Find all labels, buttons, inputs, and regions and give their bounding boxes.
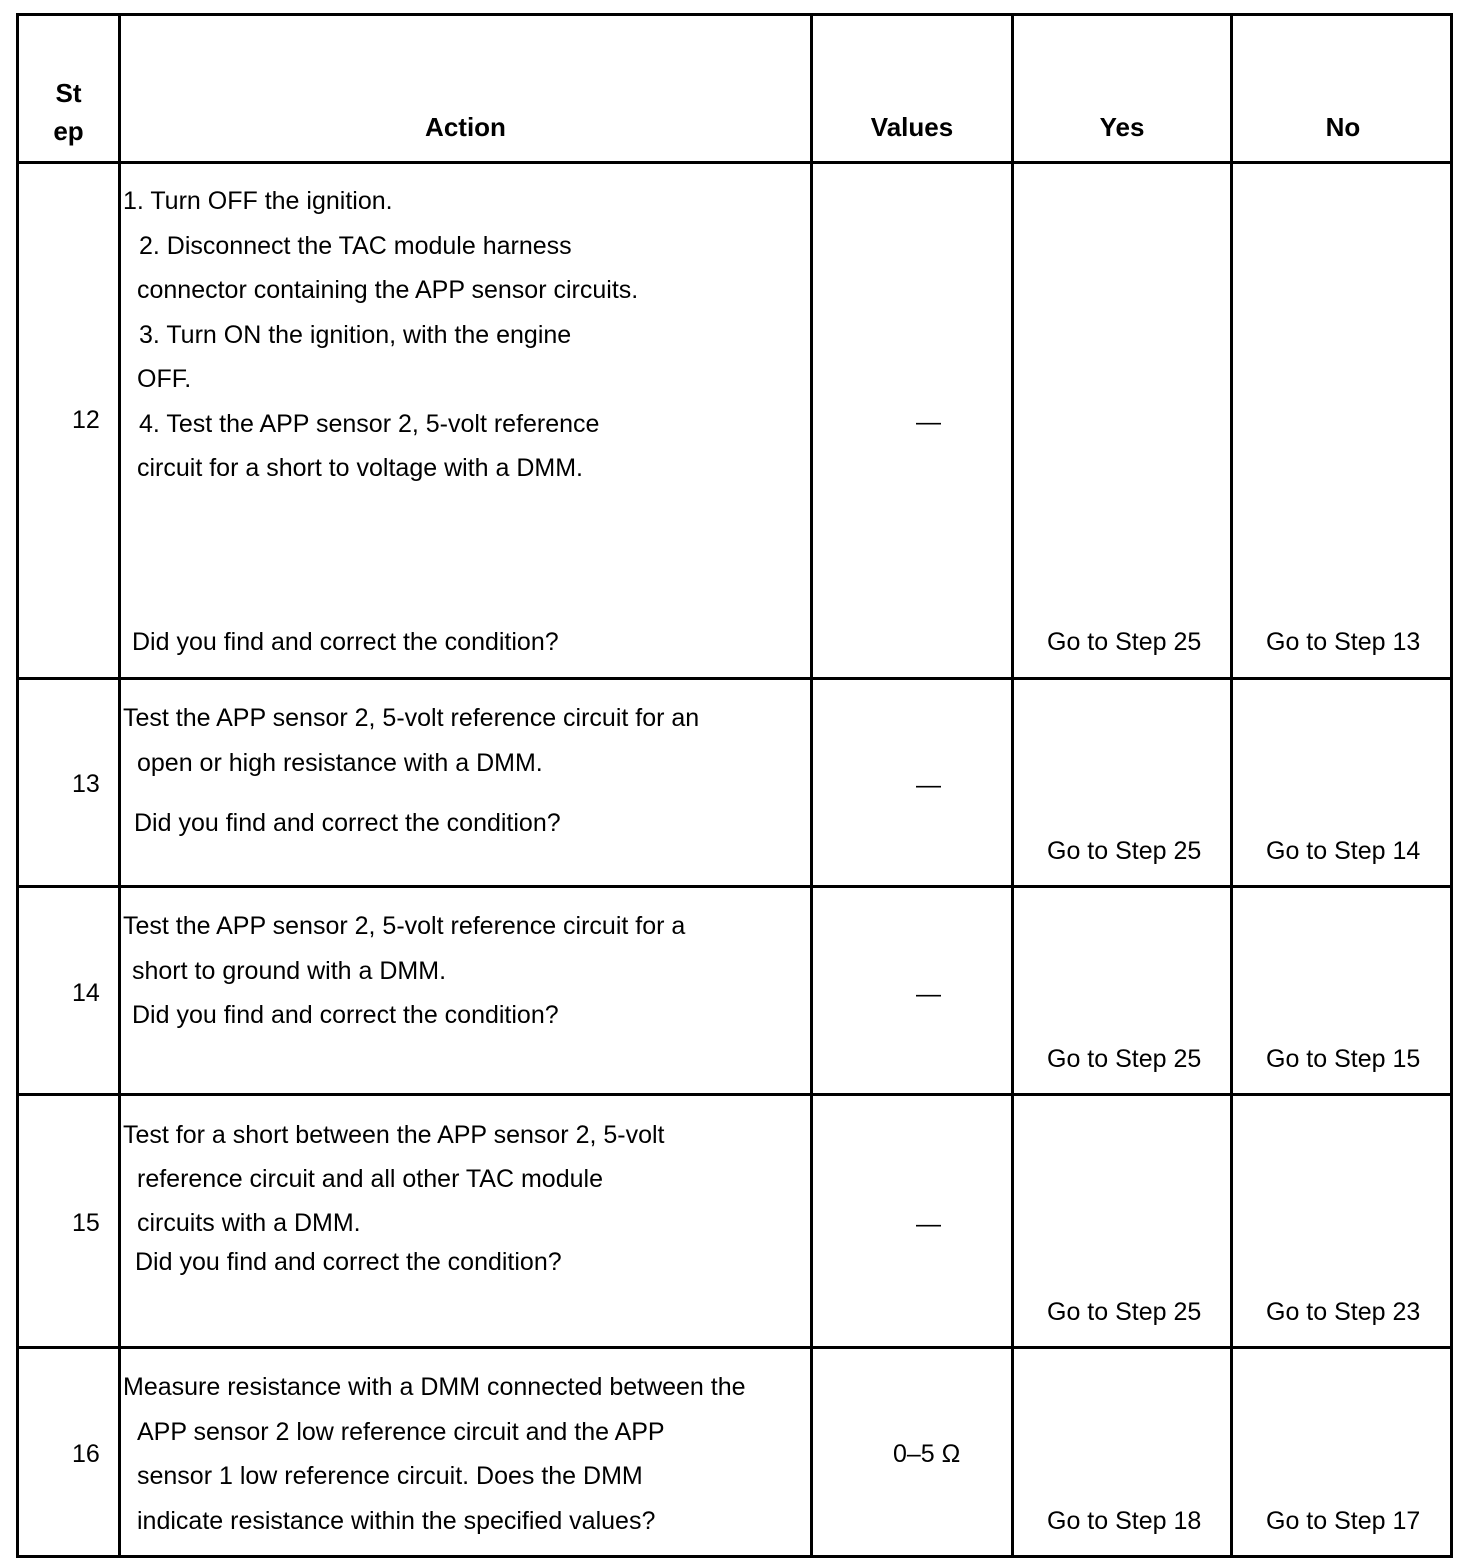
action-line: OFF. xyxy=(137,365,192,393)
value-cell: — xyxy=(916,980,941,1008)
no-cell: Go to Step 13 xyxy=(1266,628,1421,656)
action-line: 1. Turn OFF the ignition. xyxy=(123,187,393,215)
column-divider xyxy=(118,16,121,1555)
diagnostic-table xyxy=(16,13,1453,1558)
value-cell: — xyxy=(916,408,941,436)
action-line: indicate resistance within the specified values? xyxy=(137,1507,656,1535)
step-number: 16 xyxy=(72,1440,100,1468)
header-values: Values xyxy=(870,112,954,142)
action-line: Test the APP sensor 2, 5-volt reference circuit for a xyxy=(123,912,686,940)
action-line: open or high resistance with a DMM. xyxy=(137,749,543,777)
no-cell: Go to Step 15 xyxy=(1266,1045,1421,1073)
step-number: 13 xyxy=(72,770,100,798)
row-divider xyxy=(19,161,1450,164)
action-line: Test for a short between the APP sensor 2, 5-volt xyxy=(123,1121,665,1149)
yes-cell: Go to Step 18 xyxy=(1047,1507,1202,1535)
action-line: short to ground with a DMM. xyxy=(132,957,447,985)
yes-cell: Go to Step 25 xyxy=(1047,628,1202,656)
row-divider xyxy=(19,1346,1450,1349)
row-divider xyxy=(19,1093,1450,1096)
action-line: 2. Disconnect the TAC module harness xyxy=(139,232,572,260)
step-number: 12 xyxy=(72,406,100,434)
column-divider xyxy=(1230,16,1233,1555)
no-cell: Go to Step 14 xyxy=(1266,837,1421,865)
action-line: 4. Test the APP sensor 2, 5-volt reference xyxy=(139,410,600,438)
action-line: sensor 1 low reference circuit. Does the DMM xyxy=(137,1462,643,1490)
row-divider xyxy=(19,677,1450,680)
header-action: Action xyxy=(425,112,506,142)
no-cell: Go to Step 17 xyxy=(1266,1507,1421,1535)
action-question: Did you find and correct the condition? xyxy=(132,628,559,656)
action-line: APP sensor 2 low reference circuit and the APP xyxy=(137,1418,665,1446)
action-line: Test the APP sensor 2, 5-volt reference circuit for an xyxy=(123,704,700,732)
yes-cell: Go to Step 25 xyxy=(1047,837,1202,865)
step-number: 14 xyxy=(72,979,100,1007)
action-question: Did you find and correct the condition? xyxy=(132,1001,559,1029)
yes-cell: Go to Step 25 xyxy=(1047,1045,1202,1073)
header-step-line1: St xyxy=(55,78,82,108)
action-line: circuits with a DMM. xyxy=(137,1209,361,1237)
action-line: Measure resistance with a DMM connected between the xyxy=(123,1373,746,1401)
action-question: Did you find and correct the condition? xyxy=(135,1248,562,1276)
action-line: connector containing the APP sensor circuits. xyxy=(137,276,639,304)
action-line: 3. Turn ON the ignition, with the engine xyxy=(139,321,572,349)
header-step-line2: ep xyxy=(53,116,84,146)
row-divider xyxy=(19,885,1450,888)
action-line: reference circuit and all other TAC module xyxy=(137,1165,603,1193)
column-divider xyxy=(810,16,813,1555)
step-number: 15 xyxy=(72,1209,100,1237)
yes-cell: Go to Step 25 xyxy=(1047,1298,1202,1326)
header-yes: Yes xyxy=(1099,112,1145,142)
header-no: No xyxy=(1325,112,1361,142)
action-question: Did you find and correct the condition? xyxy=(134,809,561,837)
value-cell: — xyxy=(916,1210,941,1238)
no-cell: Go to Step 23 xyxy=(1266,1298,1421,1326)
value-cell: 0–5 Ω xyxy=(893,1440,961,1468)
column-divider xyxy=(1011,16,1014,1555)
header-step xyxy=(19,74,118,150)
action-line: circuit for a short to voltage with a DMM. xyxy=(137,454,583,482)
value-cell: — xyxy=(916,771,941,799)
